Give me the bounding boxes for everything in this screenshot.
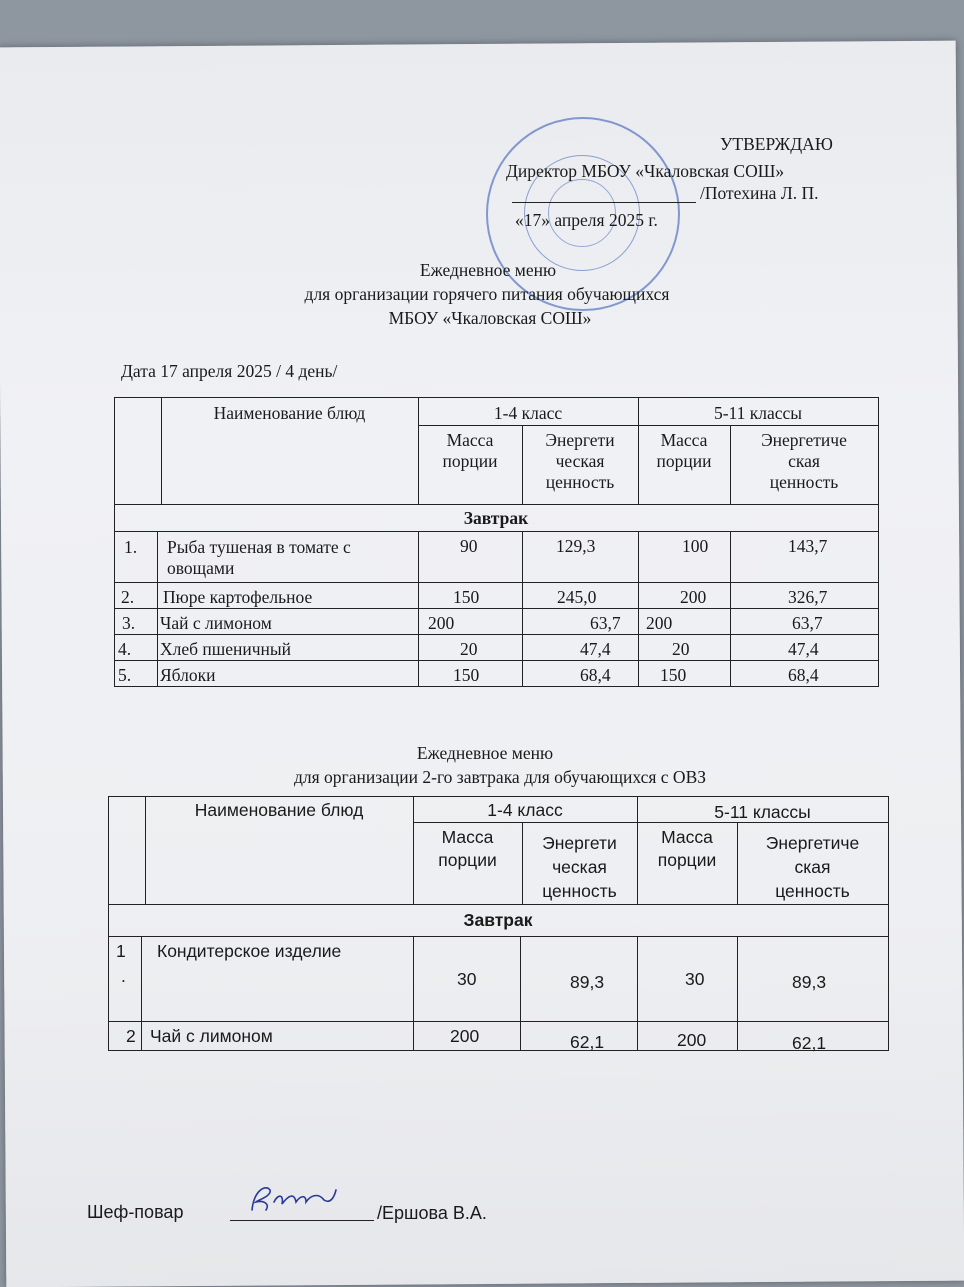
energy-5-11: 89,3 <box>792 972 827 992</box>
mass-5-11: 200 <box>680 587 707 607</box>
chef-signature <box>244 1180 344 1220</box>
menu2-header-grade2: 5-11 классы <box>714 802 811 822</box>
mass-5-11: 150 <box>660 665 687 685</box>
mass-1-4: 90 <box>460 536 478 556</box>
energy-1-4: 63,7 <box>590 613 621 633</box>
dish-name: Чай с лимоном <box>150 1026 273 1046</box>
energy-5-11: 68,4 <box>788 665 819 685</box>
mass-1-4: 200 <box>428 613 455 633</box>
row-number: 1 <box>116 941 126 961</box>
menu2-header-grade1: 1-4 класс <box>487 800 563 820</box>
row-number: 4. <box>118 639 132 659</box>
chef-name: /Ершова В.А. <box>377 1203 487 1223</box>
menu2-title-2: для организации 2-го завтрака для обучающихся с ОВЗ <box>293 767 707 787</box>
dish-name: Чай с лимоном <box>160 613 272 633</box>
menu1-header-dish: Наименование блюд <box>213 403 366 423</box>
mass-5-11: 20 <box>672 639 690 659</box>
menu2-header-energy1: Энергети ческая ценность <box>542 833 617 901</box>
row-number: 2 <box>126 1026 136 1046</box>
mass-5-11: 200 <box>646 613 673 633</box>
menu1-date: Дата 17 апреля 2025 / 4 день/ <box>121 361 338 381</box>
chef-label: Шеф-повар <box>87 1202 184 1222</box>
director-line: Директор МБОУ «Чкаловская СОШ» <box>506 161 785 181</box>
mass-1-4: 150 <box>453 587 480 607</box>
menu1-header-grade2: 5-11 классы <box>713 403 803 423</box>
menu2-title-1: Ежедневное меню <box>416 743 554 763</box>
mass-1-4: 20 <box>460 639 478 659</box>
mass-1-4: 150 <box>453 665 480 685</box>
approval-date: «17» апреля 2025 г. <box>515 210 658 230</box>
energy-5-11: 326,7 <box>788 587 828 607</box>
energy-1-4: 47,4 <box>580 639 611 659</box>
menu1-header-energy1: Энергети ческая ценность <box>545 430 615 492</box>
energy-1-4: 129,3 <box>556 536 596 556</box>
row-number: 2. <box>121 587 135 607</box>
energy-5-11: 62,1 <box>792 1033 827 1053</box>
energy-1-4: 62,1 <box>570 1032 605 1052</box>
energy-1-4: 68,4 <box>580 665 611 685</box>
dish-name: Яблоки <box>160 665 216 685</box>
row-number-dot: . <box>121 966 126 986</box>
energy-5-11: 47,4 <box>788 639 819 659</box>
menu1-header-mass2: Масса порции <box>656 430 712 471</box>
dish-name: Пюре картофельное <box>163 587 313 607</box>
mass-1-4: 200 <box>450 1026 480 1046</box>
menu1-title-2: для организации горячего питания обучающихся <box>304 284 670 304</box>
menu2-header-mass2: Масса порции <box>657 827 717 870</box>
row-number: 5. <box>118 665 132 685</box>
menu2-header-mass1: Масса порции <box>438 827 497 870</box>
menu1-header-grade1: 1-4 класс <box>493 403 563 423</box>
menu2-header-energy2: Энергетиче ская ценность <box>765 833 860 901</box>
energy-1-4: 245,0 <box>557 587 597 607</box>
chef-signature-line <box>230 1220 374 1221</box>
mass-5-11: 30 <box>685 969 705 989</box>
mass-1-4: 30 <box>457 969 477 989</box>
row-number: 1. <box>124 537 138 557</box>
dish-name: Кондитерское изделие <box>157 941 342 961</box>
energy-5-11: 143,7 <box>788 536 828 556</box>
menu1-header-mass1: Масса порции <box>442 430 498 471</box>
approve-label: УТВЕРЖДАЮ <box>720 134 833 154</box>
mass-5-11: 100 <box>682 536 709 556</box>
menu1-section-breakfast: Завтрак <box>463 508 529 528</box>
menu1-title-1: Ежедневное меню <box>419 260 557 280</box>
director-name: /Потехина Л. П. <box>700 183 819 203</box>
menu2-header-dish: Наименование блюд <box>194 800 364 820</box>
energy-1-4: 89,3 <box>570 972 605 992</box>
energy-5-11: 63,7 <box>792 613 823 633</box>
menu1-title-3: МБОУ «Чкаловская СОШ» <box>388 308 592 328</box>
dish-name: Хлеб пшеничный <box>160 639 292 659</box>
dish-name: Рыба тушеная в томате с овощами <box>167 537 351 578</box>
row-number: 3. <box>122 613 136 633</box>
menu2-section-breakfast: Завтрак <box>463 910 533 930</box>
menu1-header-energy2: Энергетиче ская ценность <box>761 430 847 492</box>
mass-5-11: 200 <box>677 1030 707 1050</box>
